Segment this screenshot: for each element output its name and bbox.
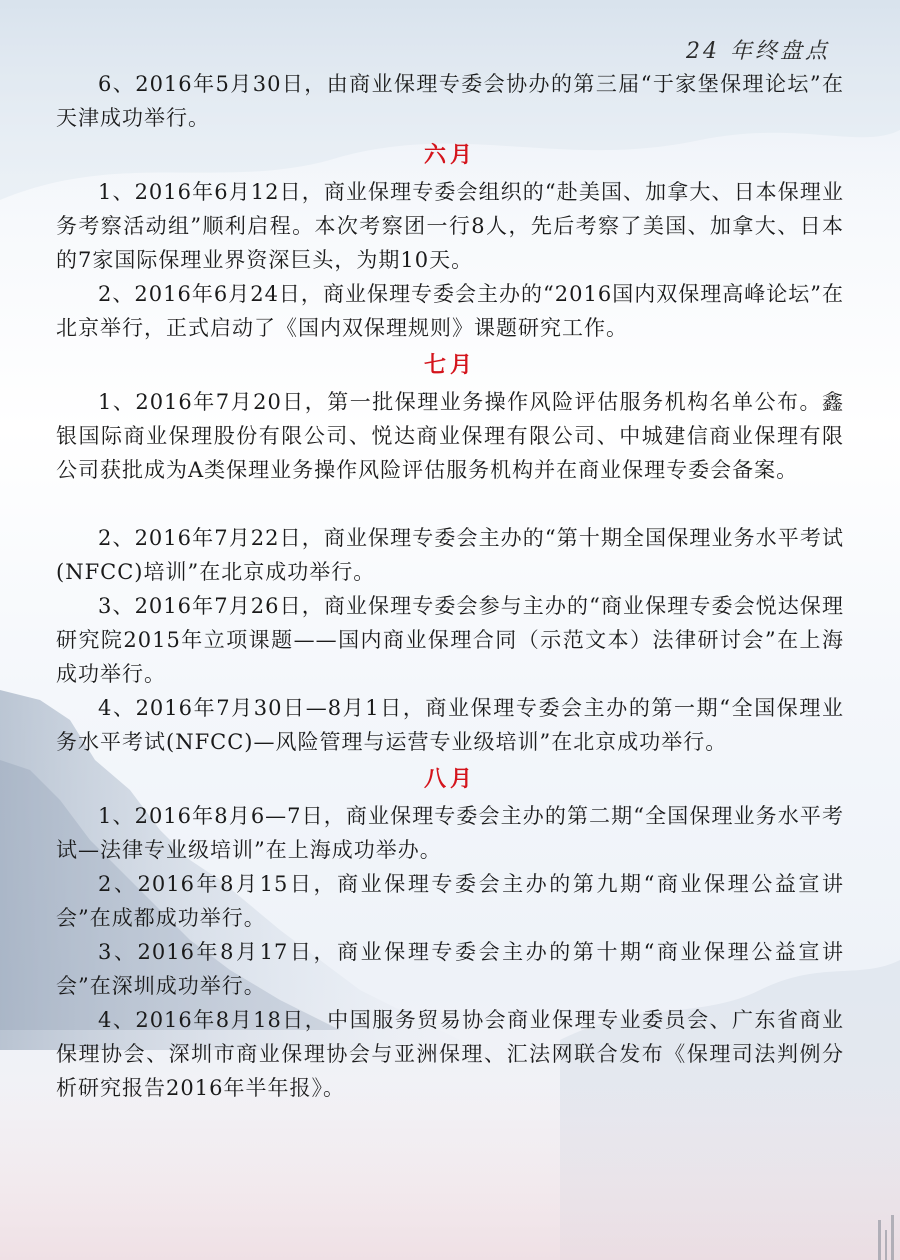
list-item: 2、2016年7月22日，商业保理专委会主办的“第十期全国保理业务水平考试(NFCC)培训”在北京成功举行。 [56, 526, 844, 584]
month-heading-july: 七月 [423, 352, 476, 378]
list-item: 3、2016年8月17日，商业保理专委会主办的第十期“商业保理公益宣讲会”在深圳成功举行。 [56, 940, 844, 998]
list-item: 2、2016年8月15日，商业保理专委会主办的第九期“商业保理公益宣讲会”在成都成功举行。 [56, 872, 844, 930]
list-item: 1、2016年8月6—7日，商业保理专委会主办的第二期“全国保理业务水平考试—法律专业级培训”在上海成功举办。 [56, 804, 844, 862]
document-body [56, 67, 844, 1105]
list-item: 4、2016年7月30日—8月1日，商业保理专委会主办的第一期“全国保理业务水平考试(NFCC)—风险管理与运营专业级培训”在北京成功举行。 [56, 696, 844, 754]
list-item: 2、2016年6月24日，商业保理专委会主办的“2016国内双保理高峰论坛”在北京举行，正式启动了《国内双保理规则》课题研究工作。 [56, 282, 844, 340]
month-heading-june: 六月 [423, 142, 476, 168]
list-item: 3、2016年7月26日，商业保理专委会参与主办的“商业保理专委会悦达保理研究院2015年立项课题——国内商业保理合同（示范文本）法律研讨会”在上海成功举行。 [56, 594, 844, 686]
list-item: 4、2016年8月18日，中国服务贸易协会商业保理专业委员会、广东省商业保理协会、深圳市商业保理协会与亚洲保理、汇法网联合发布《保理司法判例分析研究报告2016年半年报》。 [56, 1008, 844, 1100]
list-item: 1、2016年6月12日，商业保理专委会组织的“赴美国、加拿大、日本保理业务考察活动组”顺利启程。本次考察团一行8人，先后考察了美国、加拿大、日本的7家国际保理业界资深巨头，为期10天。 [56, 180, 844, 272]
list-item: 6、2016年5月30日，由商业保理专委会协办的第三届“于家堡保理论坛”在天津成功举行。 [56, 72, 844, 130]
page-header-tag: 24 年终盘点 [686, 39, 830, 64]
month-heading-august: 八月 [423, 766, 476, 792]
list-item: 1、2016年7月20日，第一批保理业务操作风险评估服务机构名单公布。鑫银国际商业保理股份有限公司、悦达商业保理有限公司、中城建信商业保理有限公司获批成为A类保理业务操作风险评估服务机构并在商业保理专委会备案。 [56, 390, 844, 482]
